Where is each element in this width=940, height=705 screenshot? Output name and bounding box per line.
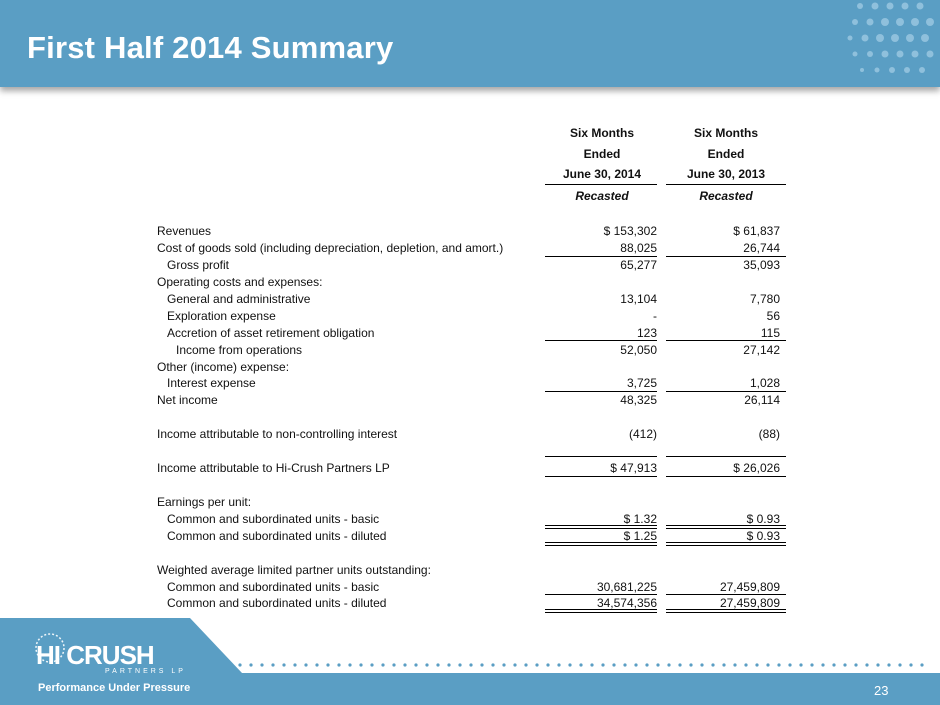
value-2014: 48,325 [620, 393, 657, 407]
total-rule [545, 476, 657, 477]
row-label: Income attributable to non-controlling interest [157, 427, 398, 441]
row-label: Accretion of asset retirement obligation [167, 326, 375, 340]
tagline: Performance Under Pressure [38, 682, 191, 694]
table-row [0, 292, 940, 309]
slide-header [0, 0, 940, 87]
total-rule [666, 476, 786, 477]
value-2013: 26,744 [743, 241, 780, 255]
total-rule [666, 525, 786, 526]
total-rule [666, 545, 786, 546]
value-2013: $ 0.93 [746, 529, 780, 543]
total-rule [545, 542, 657, 543]
row-label: General and administrative [167, 292, 311, 306]
row-label: Income attributable to Hi-Crush Partners LP [157, 461, 390, 475]
row-label: Cost of goods sold (including depreciation, depletion, and amort.) [157, 241, 504, 255]
total-rule [666, 609, 786, 610]
col1-line2: Ended [583, 147, 621, 161]
table-row [0, 343, 940, 360]
header-rule [666, 184, 786, 185]
total-rule [545, 545, 657, 546]
row-label: Operating costs and expenses: [157, 275, 323, 289]
value-2013: 27,142 [743, 343, 780, 357]
table-row [0, 275, 940, 292]
table-row [0, 258, 940, 275]
table-row [0, 529, 940, 546]
row-label: Exploration expense [167, 309, 276, 323]
value-2014: 88,025 [620, 241, 657, 255]
value-2013: 7,780 [749, 292, 780, 306]
logo-crush: CRUSH [66, 640, 154, 670]
col2-line1: Six Months [693, 126, 758, 140]
subtotal-rule [545, 456, 657, 457]
table-row [0, 461, 940, 478]
table-row [0, 309, 940, 326]
decorative-dots [840, 0, 940, 87]
slide-title: First Half 2014 Summary [27, 30, 394, 65]
header-rule [545, 184, 657, 185]
col2-line2: Ended [707, 147, 745, 161]
table-row [0, 360, 940, 377]
table-row [0, 596, 940, 613]
value-2014: 34,574,356 [596, 596, 657, 610]
row-label: Weighted average limited partner units outstanding: [157, 563, 431, 577]
table-row [0, 241, 940, 258]
total-rule [666, 542, 786, 543]
row-label: Gross profit [167, 258, 230, 272]
subtotal-rule [666, 391, 786, 392]
company-logo [36, 640, 154, 671]
table-row [0, 563, 940, 580]
total-rule [545, 525, 657, 526]
value-2014: 123 [636, 326, 657, 340]
row-label: Common and subordinated units - basic [167, 580, 380, 594]
total-rule [545, 612, 657, 613]
col2-line4: Recasted [699, 189, 753, 203]
row-label: Common and subordinated units - basic [167, 512, 380, 526]
page-number: 23 [874, 683, 889, 698]
value-2013: 115 [760, 326, 780, 340]
total-rule [545, 609, 657, 610]
row-label: Common and subordinated units - diluted [167, 529, 387, 543]
row-label: Common and subordinated units - diluted [167, 596, 387, 610]
value-2014: $ 1.25 [623, 529, 657, 543]
value-2013: 35,093 [743, 258, 780, 272]
value-2014: 52,050 [620, 343, 657, 357]
subtotal-rule [666, 340, 786, 341]
col1-line1: Six Months [569, 126, 634, 140]
row-label: Revenues [157, 224, 212, 238]
value-2014: 13,104 [620, 292, 657, 306]
total-rule [666, 612, 786, 613]
logo-hi: HI [36, 640, 60, 670]
subtotal-rule [666, 456, 786, 457]
value-2013: 27,459,809 [719, 596, 780, 610]
value-2013: 1,028 [749, 376, 780, 390]
value-2013: $ 0.93 [746, 512, 780, 526]
table-row [0, 580, 940, 597]
total-rule [666, 594, 786, 595]
col2-line3: June 30, 2013 [686, 167, 766, 181]
table-row [0, 495, 940, 512]
total-rule [545, 594, 657, 595]
col1-line3: June 30, 2014 [562, 167, 642, 181]
table-row [0, 512, 940, 529]
value-2014: $ 153,302 [603, 224, 657, 238]
value-2013: 27,459,809 [719, 580, 780, 594]
value-2014: $ 47,913 [610, 461, 657, 475]
value-2014: 3,725 [626, 376, 657, 390]
value-2013: $ 26,026 [733, 461, 780, 475]
value-2014: 30,681,225 [596, 580, 657, 594]
subtotal-rule [545, 256, 657, 257]
value-2014: - [653, 309, 657, 323]
table-row [0, 376, 940, 393]
table-row [0, 326, 940, 343]
row-label: Earnings per unit: [157, 495, 252, 509]
row-label: Net income [157, 393, 218, 407]
subtotal-rule [666, 256, 786, 257]
table-row [0, 427, 940, 444]
table-row [0, 393, 940, 410]
value-2013: $ 61,837 [733, 224, 780, 238]
value-2013: 56 [766, 309, 780, 323]
logo-subtext: PARTNERS LP [105, 668, 186, 675]
value-2014: 65,277 [620, 258, 657, 272]
col1-line4: Recasted [575, 189, 629, 203]
value-2013: (88) [758, 427, 780, 441]
value-2013: 26,114 [744, 393, 780, 407]
row-label: Other (income) expense: [157, 360, 290, 374]
value-2014: (412) [628, 427, 657, 441]
row-label: Income from operations [176, 343, 303, 357]
value-2014: $ 1.32 [623, 512, 657, 526]
subtotal-rule [545, 340, 657, 341]
subtotal-rule [545, 391, 657, 392]
table-row [0, 224, 940, 241]
row-label: Interest expense [167, 376, 256, 390]
